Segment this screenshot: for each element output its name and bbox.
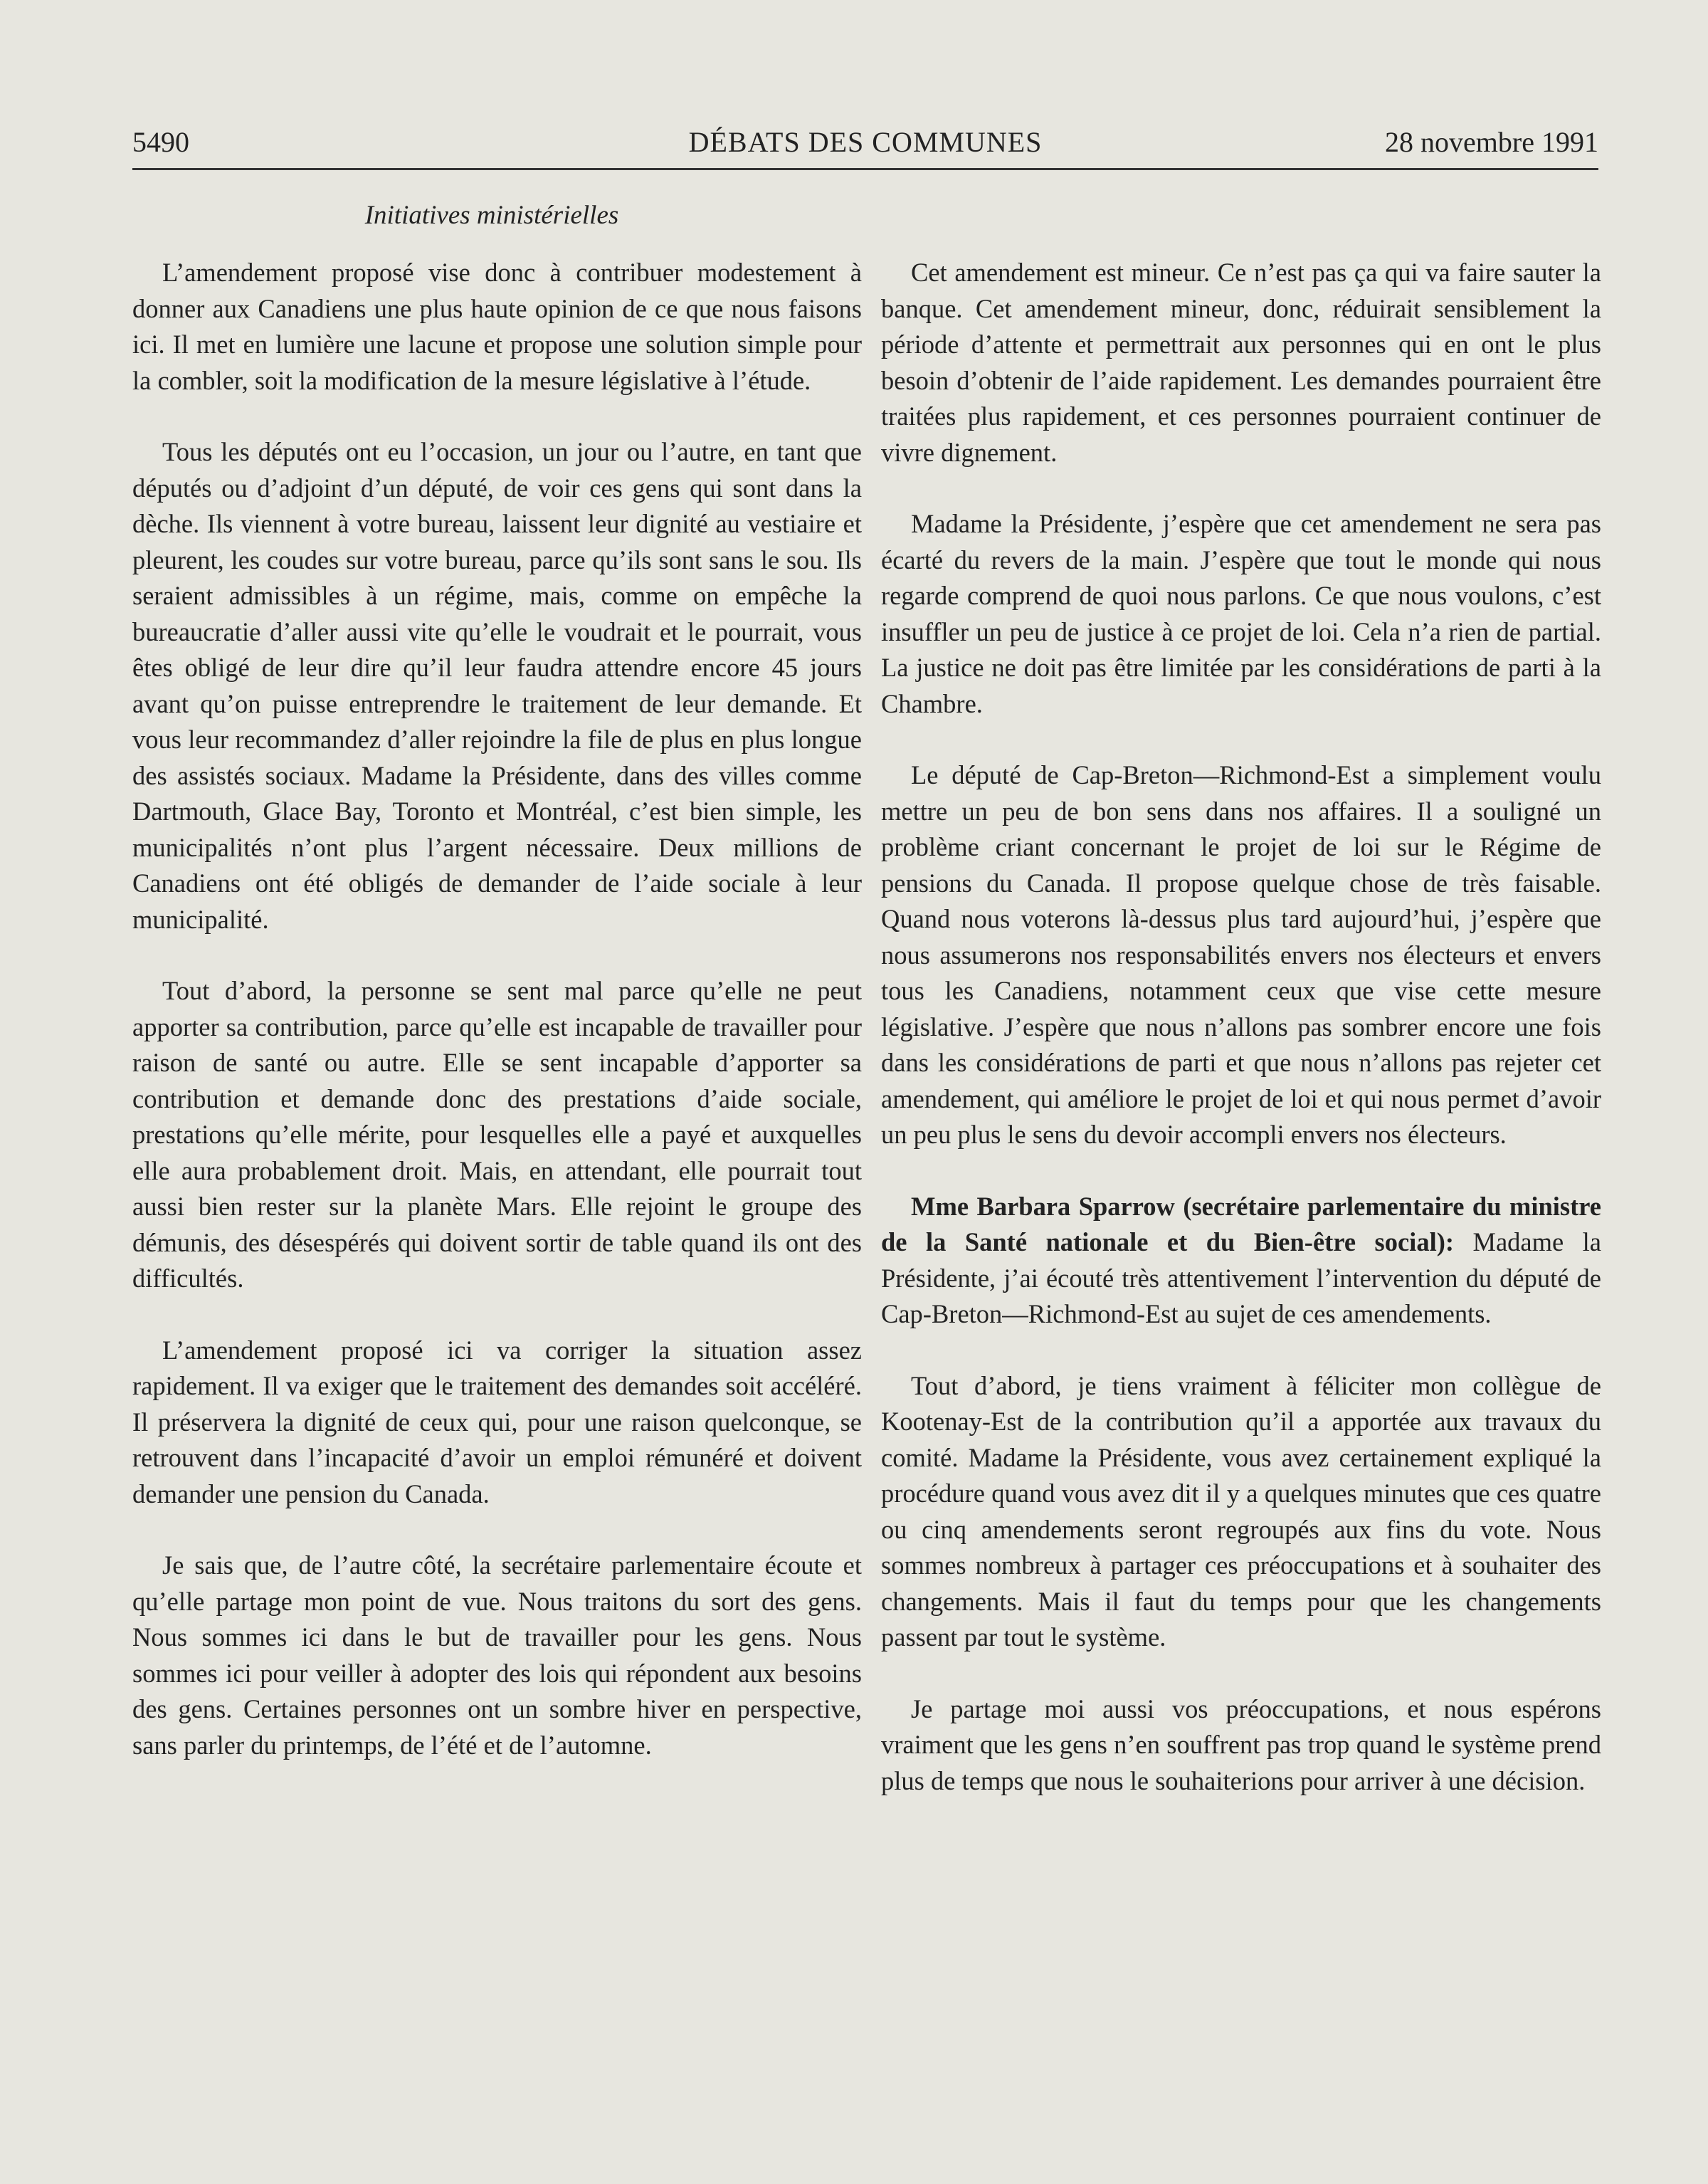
paragraph: L’amendement proposé ici va corriger la situation assez rapidement. Il va exiger que le traitement des demandes soit accéléré. Il préservera la dignité de ceux qui, pour une raison quelconque, se retrouvent dans l’incapacité d’avoir un emploi rémunéré et doivent demander une pension du Canada. [132, 1335, 862, 1508]
section-title: Initiatives ministérielles [364, 201, 619, 230]
publication-title: DÉBATS DES COMMUNES [688, 126, 1043, 158]
paragraph: Madame la Présidente, j’espère que cet amendement ne sera pas écarté du revers de la main. J’espère que tout le monde qui nous regarde comprend de quoi nous parlons. Ce que nous voulons, c’est insuffler un peu de justice à ce projet de loi. Cela n’a rien de partial. La justice ne doit pas être limitée par les considérations de parti à la Chambre. [881, 509, 1601, 718]
page-number: 5490 [132, 126, 189, 158]
paragraph: Tout d’abord, la personne se sent mal parce qu’elle ne peut apporter sa contribution, parce qu’elle est incapable de travailler pour raison de santé ou autre. Elle se sent incapable d’apporter sa contribution et demande donc des prestations d’aide sociale, prestations qu’elle mérite, pour lesquelles elle a payé et auxquelles elle aura probablement droit. Mais, en attendant, elle pourrait tout aussi bien rester sur la planète Mars. Elle rejoint le groupe des démunis, des désespérés qui doivent sortir de table quand ils ont des difficultés. [132, 976, 862, 1293]
page-header [132, 122, 1598, 170]
paragraph: L’amendement proposé vise donc à contribuer modestement à donner aux Canadiens une plus haute opinion de ce que nous faisons ici. Il met en lumière une lacune et propose une solution simple pour la combler, soit la modification de la mesure législative à l’étude. [132, 258, 862, 395]
right-column [881, 255, 1601, 1799]
paragraph: Je sais que, de l’autre côté, la secrétaire parlementaire écoute et qu’elle partage mon point de vue. Nous traitons du sort des gens. Nous sommes ici dans le but de travailler pour les gens. Nous sommes ici pour veiller à adopter des lois qui répondent aux besoins des gens. Certaines personnes ont un sombre hiver en perspective, sans parler du printemps, de l’été et de l’automne. [132, 1550, 862, 1760]
speaker-text: Madame la Présidente, j’ai écouté très attentivement l’intervention du député de Cap-Breton—Richmond-Est au sujet de ces amendements. [881, 1227, 1601, 1328]
publication-date: 28 novembre 1991 [1385, 126, 1598, 158]
paragraph: Le député de Cap-Breton—Richmond-Est a simplement voulu mettre un peu de bon sens dans nos affaires. Il a souligné un problème criant concernant le projet de loi sur le Régime de pensions du Canada. Il propose quelque chose de très faisable. Quand nous voterons là-dessus plus tard aujourd’hui, j’espère que nous assumerons nos responsabilités envers nos électeurs et envers tous les Canadiens, notamment ceux que vise cette mesure législative. J’espère que nous n’allons pas sombrer encore une fois dans les considérations de parti et que nous n’allons pas rejeter cet amendement, qui améliore le projet de loi et qui nous permet d’avoir un peu plus le sens du devoir accompli envers nos électeurs. [881, 760, 1601, 1149]
paragraph: Cet amendement est mineur. Ce n’est pas ça qui va faire sauter la banque. Cet amendement mineur, donc, réduirait sensiblement la période d’attente et permettrait aux personnes qui en ont le plus besoin d’obtenir de l’aide rapidement. Les demandes pourraient être traitées plus rapidement, et ces personnes pourraient continuer de vivre dignement. [881, 258, 1601, 467]
paragraph: Tout d’abord, je tiens vraiment à féliciter mon collègue de Kootenay-Est de la contribution qu’il a apportée aux travaux du comité. Madame la Présidente, vous avez certainement expliqué la procédure quand vous avez dit il y a quelques minutes que ces quatre ou cinq amendements seront regroupés aux fins du vote. Nous sommes nombreux à partager ces préoccupations et à souhaiter des changements. Mais il faut du temps pour que les changements passent par tout le système. [881, 1370, 1601, 1652]
left-column [132, 255, 862, 1763]
paragraph: Tous les députés ont eu l’occasion, un jour ou l’autre, en tant que députés ou d’adjoint d’un député, de voir ces gens qui sont dans la dèche. Ils viennent à votre bureau, laissent leur dignité au vestiaire et pleurent, les coudes sur votre bureau, parce qu’ils sont sans le sou. Ils seraient admissibles à un régime, mais, comme on empêche la bureaucratie d’aller aussi vite qu’elle le voudrait et le pourrait, vous êtes obligé de leur dire qu’il leur faudra attendre encore 45 jours avant qu’on puisse entreprendre le traitement de leur demande. Et vous leur recommandez d’aller rejoindre la file de plus en plus longue des assistés sociaux. Madame la Présidente, dans des villes comme Dartmouth, Glace Bay, Toronto et Montréal, c’est bien simple, les municipalités n’ont plus l’argent nécessaire. Deux millions de Canadiens ont été obligés de demander de l’aide sociale à leur municipalité. [132, 437, 862, 934]
paragraph: Je partage moi aussi vos préoccupations, et nous espérons vraiment que les gens n’en souffrent pas trop quand le système prend plus de temps que nous le souhaiterions pour arriver à une décision. [881, 1694, 1601, 1795]
speaker-paragraph [881, 1189, 1601, 1333]
speaker-name: Mme Barbara Sparrow (secrétaire parlementaire du ministre de la Santé nationale et du Bien-être social): [881, 1191, 1601, 1256]
